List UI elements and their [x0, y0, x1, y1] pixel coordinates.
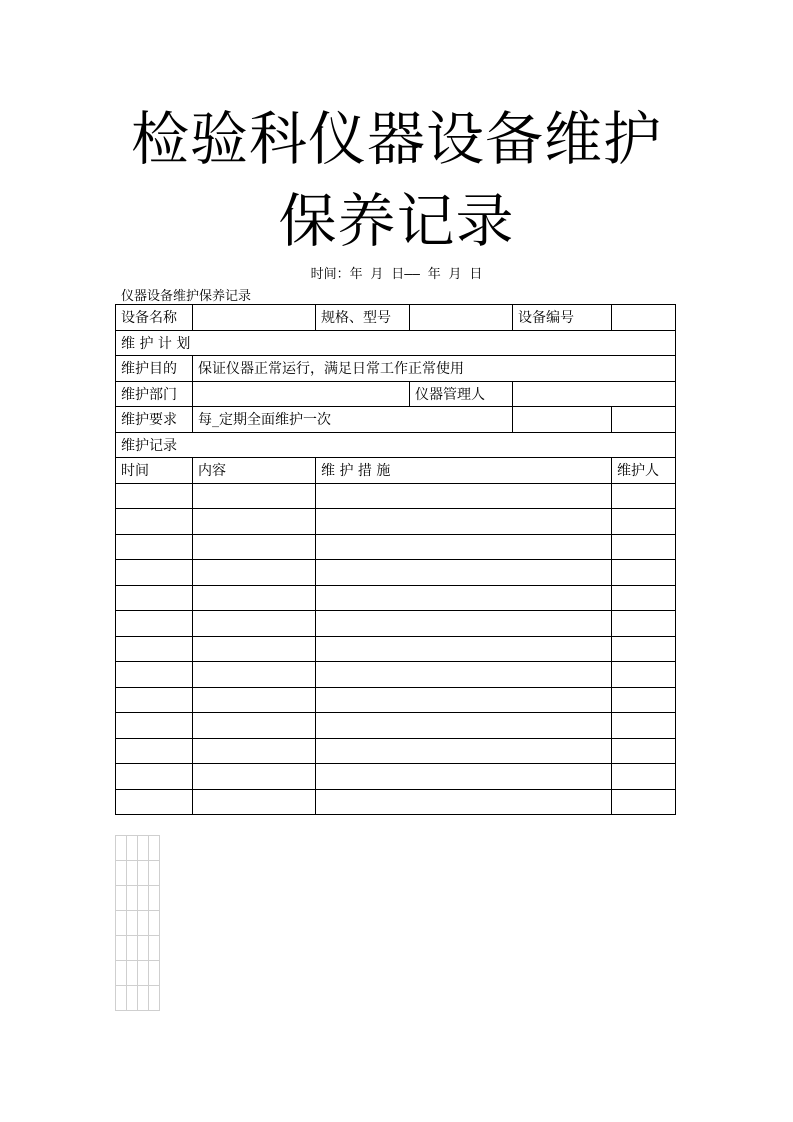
record-row: [116, 713, 676, 739]
grid-cell: [127, 836, 138, 861]
record-time-cell[interactable]: [116, 560, 193, 586]
writing-grid: [115, 835, 160, 1011]
purpose-field[interactable]: 保证仪器正常运行，满足日常工作正常使用: [193, 356, 676, 382]
requirement-label: 维护要求: [116, 407, 193, 433]
record-row: [116, 534, 676, 560]
record-content-cell[interactable]: [193, 636, 316, 662]
record-person-cell[interactable]: [612, 560, 676, 586]
record-row: [116, 611, 676, 637]
grid-cell: [116, 911, 127, 936]
record-row: [116, 636, 676, 662]
record-time-cell[interactable]: [116, 534, 193, 560]
record-measures-cell[interactable]: [316, 636, 612, 662]
maintenance-form-table: [115, 304, 676, 815]
grid-cell: [127, 986, 138, 1011]
grid-row: [116, 861, 160, 886]
grid-cell: [138, 986, 149, 1011]
record-person-cell[interactable]: [612, 611, 676, 637]
record-content-cell[interactable]: [193, 585, 316, 611]
record-person-cell[interactable]: [612, 738, 676, 764]
record-row: [116, 789, 676, 815]
device-no-label: 设备编号: [513, 305, 612, 331]
record-row: [116, 764, 676, 790]
plan-header: 维 护 计 划: [116, 330, 676, 356]
grid-cell: [116, 886, 127, 911]
record-measures-cell[interactable]: [316, 560, 612, 586]
record-content-cell[interactable]: [193, 789, 316, 815]
period-text: 时间：年 月 日—— 年 月 日: [310, 267, 483, 282]
record-person-cell[interactable]: [612, 662, 676, 688]
grid-cell: [116, 836, 127, 861]
record-person-cell[interactable]: [612, 483, 676, 509]
grid-cell: [138, 861, 149, 886]
grid-cell: [127, 936, 138, 961]
record-content-cell[interactable]: [193, 611, 316, 637]
spec-model-field[interactable]: [410, 305, 513, 331]
dept-field[interactable]: [193, 381, 410, 407]
grid-cell: [149, 986, 160, 1011]
record-measures-cell[interactable]: [316, 483, 612, 509]
plan-header-row: [116, 330, 676, 356]
col-measures-header: 维 护 措 施: [316, 458, 612, 484]
record-content-cell[interactable]: [193, 483, 316, 509]
grid-cell: [116, 861, 127, 886]
record-person-cell[interactable]: [612, 509, 676, 535]
record-person-cell[interactable]: [612, 585, 676, 611]
record-time-cell[interactable]: [116, 764, 193, 790]
grid-row: [116, 911, 160, 936]
record-row: [116, 483, 676, 509]
record-person-cell[interactable]: [612, 764, 676, 790]
record-row: [116, 585, 676, 611]
record-column-headers: [116, 458, 676, 484]
record-row: [116, 662, 676, 688]
record-time-cell[interactable]: [116, 789, 193, 815]
grid-cell: [138, 836, 149, 861]
grid-row: [116, 886, 160, 911]
grid-cell: [138, 936, 149, 961]
grid-cell: [149, 836, 160, 861]
spec-model-label: 规格、型号: [316, 305, 410, 331]
record-row: [116, 509, 676, 535]
col-time-header: 时间: [116, 458, 193, 484]
grid-cell: [127, 911, 138, 936]
grid-cell: [138, 886, 149, 911]
record-person-cell[interactable]: [612, 687, 676, 713]
grid-cell: [116, 986, 127, 1011]
record-content-cell[interactable]: [193, 687, 316, 713]
grid-row: [116, 961, 160, 986]
record-header: 维护记录: [116, 432, 676, 458]
grid-cell: [127, 961, 138, 986]
record-row: [116, 738, 676, 764]
record-time-cell[interactable]: [116, 713, 193, 739]
requirement-row: [116, 407, 676, 433]
purpose-row: [116, 356, 676, 382]
grid-row: [116, 986, 160, 1011]
record-row: [116, 560, 676, 586]
device-no-field[interactable]: [612, 305, 676, 331]
record-measures-cell[interactable]: [316, 509, 612, 535]
record-person-cell[interactable]: [612, 534, 676, 560]
record-time-cell[interactable]: [116, 509, 193, 535]
record-measures-cell[interactable]: [316, 738, 612, 764]
record-content-cell[interactable]: [193, 509, 316, 535]
grid-row: [116, 936, 160, 961]
grid-cell: [149, 911, 160, 936]
record-measures-cell[interactable]: [316, 687, 612, 713]
dept-row: [116, 381, 676, 407]
grid-cell: [116, 961, 127, 986]
record-measures-cell[interactable]: [316, 713, 612, 739]
record-person-cell[interactable]: [612, 789, 676, 815]
requirement-extra-field-2[interactable]: [612, 407, 676, 433]
record-time-cell[interactable]: [116, 483, 193, 509]
record-measures-cell[interactable]: [316, 789, 612, 815]
grid-cell: [138, 911, 149, 936]
purpose-label: 维护目的: [116, 356, 193, 382]
grid-cell: [149, 936, 160, 961]
record-time-cell[interactable]: [116, 662, 193, 688]
record-rows: [116, 483, 676, 815]
record-time-cell[interactable]: [116, 636, 193, 662]
grid-cell: [138, 961, 149, 986]
record-row: [116, 687, 676, 713]
record-measures-cell[interactable]: [316, 662, 612, 688]
dept-label: 维护部门: [116, 381, 193, 407]
record-content-cell[interactable]: [193, 738, 316, 764]
record-measures-cell[interactable]: [316, 764, 612, 790]
record-content-cell[interactable]: [193, 764, 316, 790]
record-time-cell[interactable]: [116, 611, 193, 637]
table-caption: 仪器设备维护保养记录: [121, 289, 252, 304]
device-info-row: [116, 305, 676, 331]
manager-field[interactable]: [513, 381, 676, 407]
document-title-line-1: 检验科仪器设备维护: [130, 105, 662, 173]
record-content-cell[interactable]: [193, 713, 316, 739]
grid-cell: [116, 936, 127, 961]
record-header-row: [116, 432, 676, 458]
record-person-cell[interactable]: [612, 713, 676, 739]
col-person-header: 维护人: [612, 458, 676, 484]
record-time-cell[interactable]: [116, 687, 193, 713]
record-measures-cell[interactable]: [316, 585, 612, 611]
record-content-cell[interactable]: [193, 534, 316, 560]
device-name-field[interactable]: [193, 305, 316, 331]
record-measures-cell[interactable]: [316, 534, 612, 560]
document-title-line-2: 保养记录: [278, 187, 515, 255]
record-time-cell[interactable]: [116, 738, 193, 764]
record-measures-cell[interactable]: [316, 611, 612, 637]
record-time-cell[interactable]: [116, 585, 193, 611]
grid-cell: [127, 861, 138, 886]
grid-cell: [149, 886, 160, 911]
grid-row: [116, 836, 160, 861]
record-person-cell[interactable]: [612, 636, 676, 662]
col-content-header: 内容: [193, 458, 316, 484]
device-name-label: 设备名称: [116, 305, 193, 331]
requirement-field[interactable]: 每_定期全面维护一次: [193, 407, 513, 433]
record-content-cell[interactable]: [193, 560, 316, 586]
grid-cell: [149, 861, 160, 886]
grid-cell: [149, 961, 160, 986]
manager-label: 仪器管理人: [410, 381, 513, 407]
grid-cell: [127, 886, 138, 911]
record-content-cell[interactable]: [193, 662, 316, 688]
requirement-extra-field[interactable]: [513, 407, 612, 433]
